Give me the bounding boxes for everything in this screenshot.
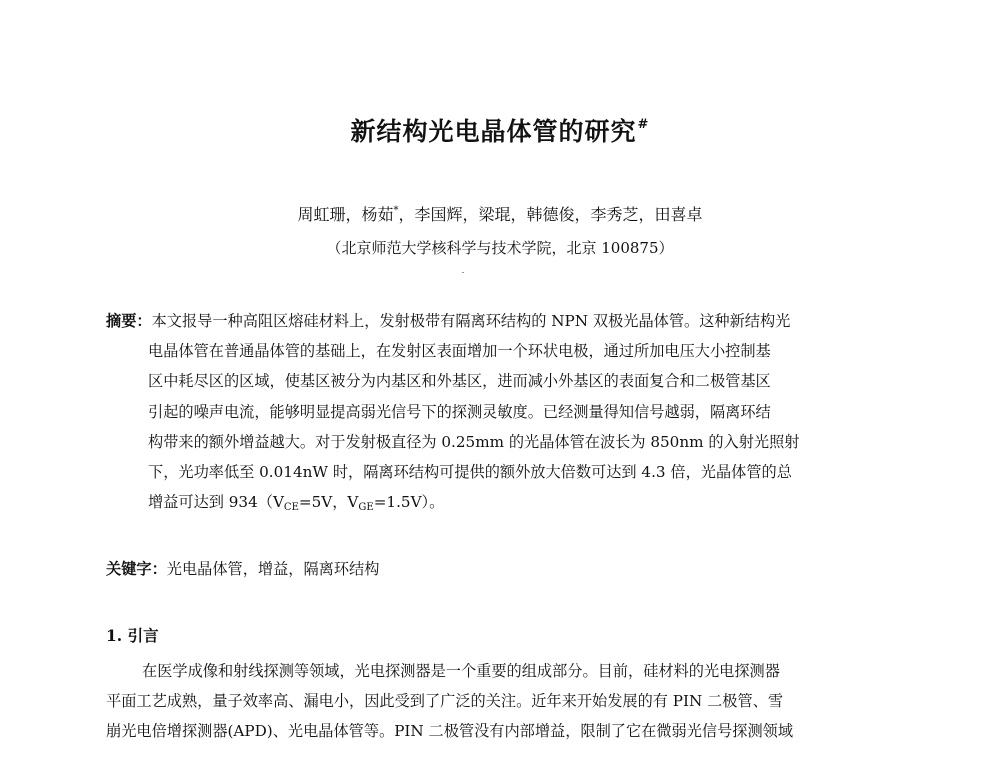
keywords-text: 光电晶体管，增益，隔离环结构 <box>166 560 380 578</box>
body-line: 崩光电倍增探测器(APD)、光电晶体管等。PIN 二极管没有内部增益，限制了它在微弱光信号探测领域 <box>106 722 794 741</box>
abstract-line-text: 本文报导一种高阻区熔硅材料上，发射极带有隔离环结构的 NPN 双极光晶体管。这种新结构光 <box>151 312 791 330</box>
abstract-last-suffix: =1.5V）。 <box>373 493 445 512</box>
subscript-ce: CE <box>283 502 299 514</box>
abstract <box>106 306 896 523</box>
title-footnote-mark: # <box>637 117 650 132</box>
section-heading: 1. 引言 <box>106 626 159 645</box>
corresponding-author-mark: * <box>393 205 399 216</box>
keywords <box>106 558 379 579</box>
affiliation: （北京师范大学核科学与技术学院，北京 100875） <box>326 239 674 257</box>
abstract-line: 引起的噪声电流，能够明显提高弱光信号下的探测灵敏度。已经测量得知信号越弱，隔离环结 <box>148 402 771 421</box>
author-list <box>0 202 1000 225</box>
abstract-line: 电晶体管在普通晶体管的基础上，在发射区表面增加一个环状电极，通过所加电压大小控制基 <box>148 342 771 361</box>
authors-text-before: 周虹珊，杨茹 <box>297 205 394 224</box>
body-line: 平面工艺成熟，量子效率高、漏电小，因此受到了广泛的关注。近年来开始发展的有 PIN 二极管、雪 <box>106 692 784 711</box>
abstract-label: 摘要： <box>106 312 152 330</box>
authors-text-after: ，李国辉，梁琨，韩德俊，李秀芝，田喜卓 <box>398 205 703 224</box>
abstract-line <box>106 306 896 336</box>
abstract-line: 下，光功率低至 0.014nW 时，隔离环结构可提供的额外放大倍数可达到 4.3 倍，光晶体管的总 <box>148 463 792 482</box>
section-body <box>106 656 896 747</box>
paper-title-text: 新结构光电晶体管的研究 <box>350 117 637 146</box>
subscript-ge: GE <box>358 502 374 514</box>
paper-title <box>0 112 1000 148</box>
abstract-last-mid: =5V，V <box>298 493 359 512</box>
abstract-line: 区中耗尽区的区域，使基区被分为内基区和外基区，进而减小外基区的表面复合和二极管基区 <box>148 372 771 391</box>
body-line: 在医学成像和射线探测等领域，光电探测器是一个重要的组成部分。目前，硅材料的光电探测器 <box>142 662 780 680</box>
abstract-line: 构带来的额外增益越大。对于发射极直径为 0.25mm 的光晶体管在波长为 850nm 的入射光照射 <box>148 432 800 451</box>
scan-speck <box>462 272 464 273</box>
abstract-last-line <box>106 487 896 523</box>
keywords-label: 关键字： <box>106 560 167 578</box>
abstract-last-prefix: 增益可达到 934（V <box>148 493 284 512</box>
